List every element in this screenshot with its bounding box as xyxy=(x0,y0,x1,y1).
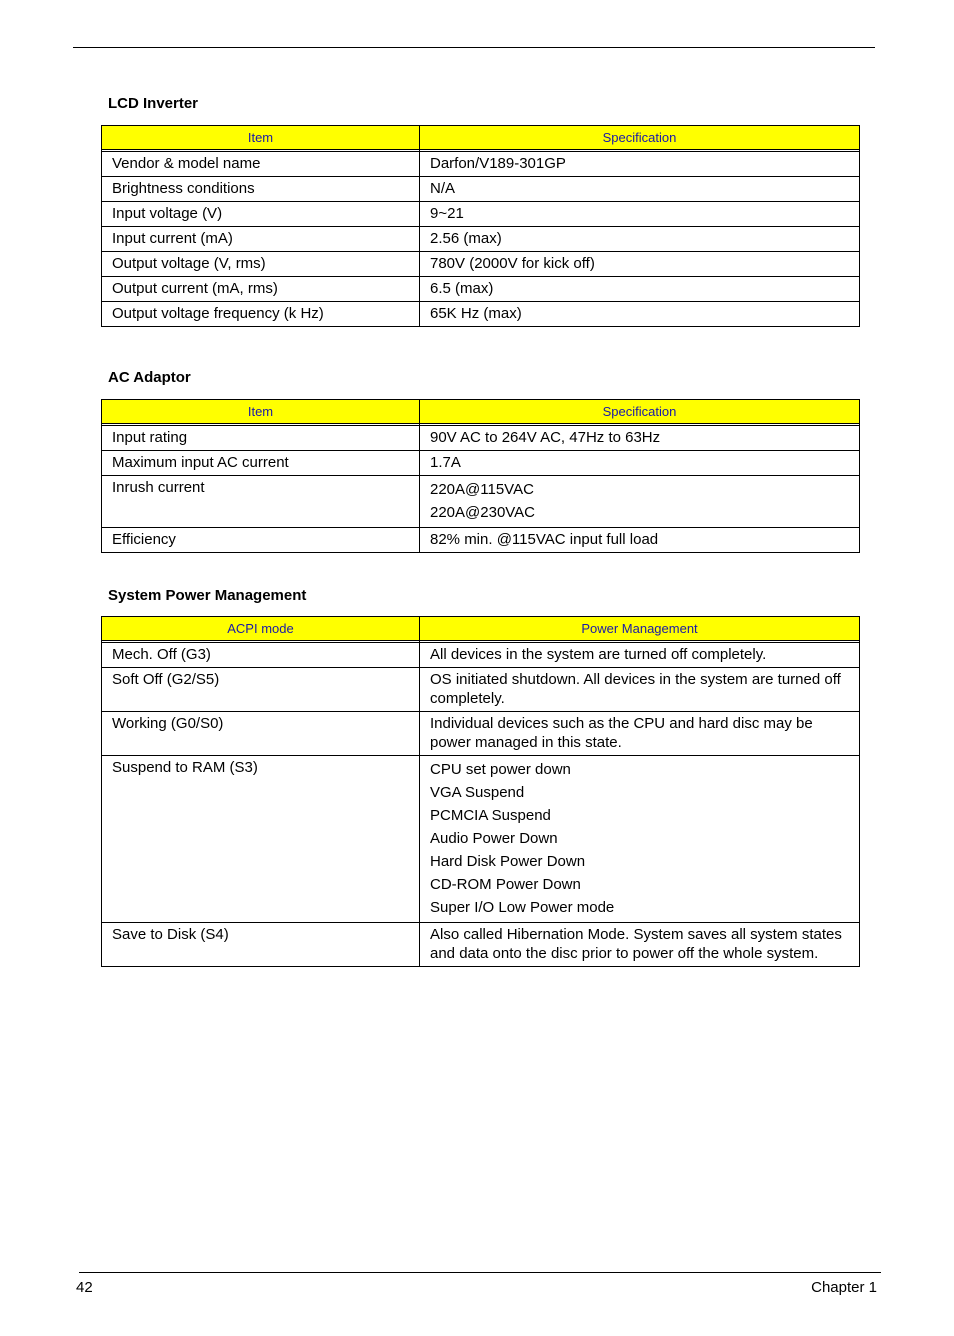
column-header-item: Item xyxy=(102,126,420,150)
mode-cell: Save to Disk (S4) xyxy=(102,923,420,967)
description-cell: Also called Hibernation Mode. System saves all system states and data onto the disc prior to power off the whole system. xyxy=(420,923,860,967)
column-header-item: Item xyxy=(102,400,420,424)
system-power-management-title: System Power Management xyxy=(108,587,307,604)
description-cell xyxy=(420,756,860,923)
column-header-acpi-mode: ACPI mode xyxy=(102,617,420,641)
table-row xyxy=(102,302,860,327)
spec-cell: 6.5 (max) xyxy=(420,277,860,302)
item-cell: Inrush current xyxy=(102,476,420,528)
spec-cell: 65K Hz (max) xyxy=(420,302,860,327)
table-row xyxy=(102,923,860,967)
spec-cell: 82% min. @115VAC input full load xyxy=(420,528,860,553)
spec-cell: 9~21 xyxy=(420,202,860,227)
mode-cell: Soft Off (G2/S5) xyxy=(102,668,420,712)
spec-cell: 2.56 (max) xyxy=(420,227,860,252)
table-row xyxy=(102,476,860,528)
spec-cell: 780V (2000V for kick off) xyxy=(420,252,860,277)
table-header-row xyxy=(102,126,860,150)
spec-line: 220A@115VAC xyxy=(430,481,534,498)
table-header-row xyxy=(102,617,860,641)
column-header-specification: Specification xyxy=(420,126,860,150)
spec-cell xyxy=(420,476,860,528)
item-cell: Input current (mA) xyxy=(102,227,420,252)
table-row xyxy=(102,177,860,202)
column-header-specification: Specification xyxy=(420,400,860,424)
description-line: Super I/O Low Power mode xyxy=(430,899,615,916)
mode-cell: Suspend to RAM (S3) xyxy=(102,756,420,923)
chapter-label: Chapter 1 xyxy=(811,1279,877,1296)
description-line: CD-ROM Power Down xyxy=(430,876,581,893)
table-row xyxy=(102,152,860,177)
power-management-table xyxy=(101,616,860,967)
table-row xyxy=(102,528,860,553)
table-row xyxy=(102,227,860,252)
description-line: VGA Suspend xyxy=(430,784,525,801)
table-row xyxy=(102,756,860,923)
page-number: 42 xyxy=(76,1279,93,1296)
table-row xyxy=(102,712,860,756)
footer-rule xyxy=(79,1272,881,1273)
description-line: PCMCIA Suspend xyxy=(430,807,551,824)
description-line: Audio Power Down xyxy=(430,830,558,847)
table-row xyxy=(102,426,860,451)
table-row xyxy=(102,277,860,302)
lcd-inverter-table xyxy=(101,125,860,327)
item-cell: Output voltage frequency (k Hz) xyxy=(102,302,420,327)
table-row xyxy=(102,252,860,277)
description-line: Hard Disk Power Down xyxy=(430,853,586,870)
spec-cell: Darfon/V189-301GP xyxy=(420,152,860,177)
description-line: CPU set power down xyxy=(430,761,571,778)
item-cell: Output voltage (V, rms) xyxy=(102,252,420,277)
top-rule xyxy=(73,47,875,48)
item-cell: Input voltage (V) xyxy=(102,202,420,227)
mode-cell: Mech. Off (G3) xyxy=(102,643,420,668)
table-row xyxy=(102,643,860,668)
item-cell: Brightness conditions xyxy=(102,177,420,202)
table-row xyxy=(102,668,860,712)
ac-adaptor-title: AC Adaptor xyxy=(108,369,191,386)
spec-cell: N/A xyxy=(420,177,860,202)
table-row xyxy=(102,202,860,227)
item-cell: Maximum input AC current xyxy=(102,451,420,476)
lcd-inverter-title: LCD Inverter xyxy=(108,95,199,112)
item-cell: Efficiency xyxy=(102,528,420,553)
spec-line: 220A@230VAC xyxy=(430,504,536,521)
ac-adaptor-table xyxy=(101,399,860,553)
table-row xyxy=(102,451,860,476)
spec-cell: 90V AC to 264V AC, 47Hz to 63Hz xyxy=(420,426,860,451)
table-header-row xyxy=(102,400,860,424)
description-cell: OS initiated shutdown. All devices in the system are turned off completely. xyxy=(420,668,860,712)
spec-cell: 1.7A xyxy=(420,451,860,476)
description-cell: All devices in the system are turned off completely. xyxy=(420,643,860,668)
item-cell: Output current (mA, rms) xyxy=(102,277,420,302)
item-cell: Input rating xyxy=(102,426,420,451)
mode-cell: Working (G0/S0) xyxy=(102,712,420,756)
description-cell: Individual devices such as the CPU and hard disc may be power managed in this state. xyxy=(420,712,860,756)
column-header-power-management: Power Management xyxy=(420,617,860,641)
item-cell: Vendor & model name xyxy=(102,152,420,177)
